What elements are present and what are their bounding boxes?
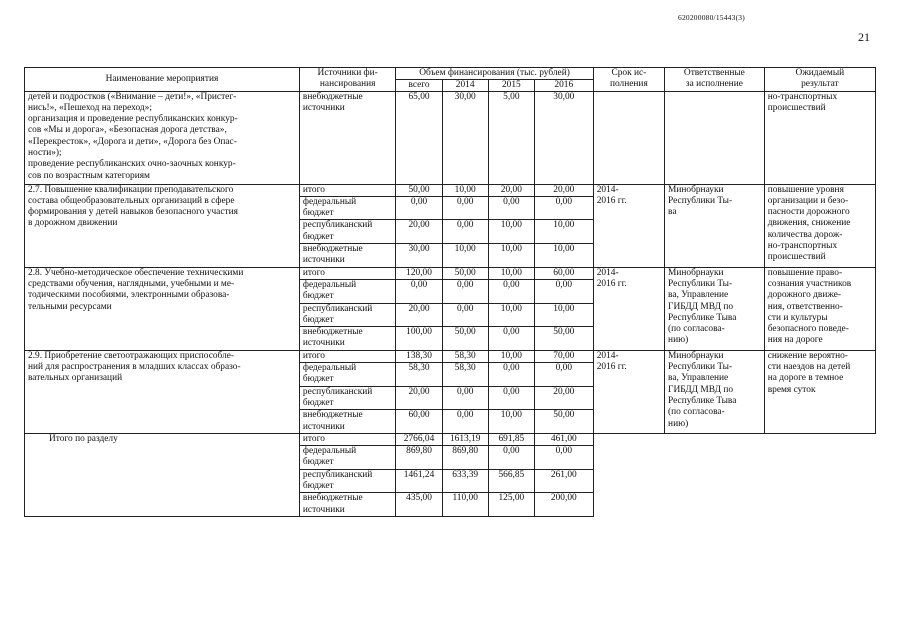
value-2016: 50,00	[534, 327, 593, 351]
header-responsible: Ответственные за исполнение	[665, 68, 765, 92]
value-2014: 10,00	[442, 184, 488, 196]
value-2014: 58,30	[442, 363, 488, 387]
empty-cell	[593, 433, 875, 516]
responsible-cell: Минобрнауки Республики Ты- ва	[665, 184, 765, 267]
header-year-2015: 2015	[488, 79, 534, 91]
source-cell: итого	[299, 184, 396, 196]
value-2015: 125,00	[488, 493, 534, 517]
header-sources: Источники фи- нансирования	[299, 68, 396, 92]
value-2016: 10,00	[534, 303, 593, 327]
value-total: 869,80	[396, 446, 442, 470]
result-cell: повышение уровня организации и безо- пасности дорожного движения, снижение количества дорож- но-транспортных происшествий	[764, 184, 875, 267]
value-2014: 0,00	[442, 386, 488, 410]
value-2015: 566,85	[488, 469, 534, 493]
value-2016: 10,00	[534, 244, 593, 268]
value-2016: 0,00	[534, 363, 593, 387]
table-row	[25, 184, 876, 196]
value-2015: 10,00	[488, 244, 534, 268]
table-row	[25, 267, 876, 279]
page-number: 21	[858, 30, 870, 44]
value-total: 0,00	[396, 279, 442, 303]
value-2016: 200,00	[534, 493, 593, 517]
source-cell: итого	[299, 350, 396, 362]
result-cell: повышение право- сознания участников дорожного движе- ния, ответственно- сти и культуры безопасного поведе- ния на дороге	[764, 267, 875, 350]
activity-name: 2.8. Учебно-методическое обеспечение техническими средствами обучения, наглядными, учебными и ме- тодическими пособиями, электронными образова- тельными ресурсами	[25, 267, 300, 350]
header-funding: Объем финансирования (тыс. рублей)	[396, 68, 593, 80]
value-total: 20,00	[396, 220, 442, 244]
period-cell: 2014- 2016 гг.	[593, 350, 664, 433]
source-cell: республиканский бюджет	[299, 303, 396, 327]
value-2015: 10,00	[488, 410, 534, 434]
value-2014: 50,00	[442, 327, 488, 351]
header-year-2014: 2014	[442, 79, 488, 91]
document-code: 620200080/15443(3)	[678, 13, 745, 22]
total-name: Итого по разделу	[25, 433, 300, 516]
result-cell: но-транспортных происшествий	[764, 91, 875, 184]
value-2016: 0,00	[534, 196, 593, 220]
source-cell: федеральный бюджет	[299, 196, 396, 220]
value-total: 65,00	[396, 91, 442, 184]
value-2015: 0,00	[488, 363, 534, 387]
value-2015: 10,00	[488, 350, 534, 362]
value-2015: 0,00	[488, 279, 534, 303]
activity-name: детей и подростков («Внимание – дети!», «Пристег- нись!», «Пешеход на переход»; организация и проведение республиканских конкур- сов «Мы и дорога», «Безопасная дорога детства», «Перекресток», «Дорога и дети», «Дорога без Опас- ности»); проведение республиканских очно-заочных конкур- сов по возрастным категориям	[25, 91, 300, 184]
period-cell	[593, 91, 664, 184]
responsible-cell	[665, 91, 765, 184]
result-cell: снижение вероятно- сти наездов на детей на дороге в темное время суток	[764, 350, 875, 433]
header-result: Ожидаемый результат	[764, 68, 875, 92]
value-total: 20,00	[396, 303, 442, 327]
source-cell: внебюджетные источники	[299, 91, 396, 184]
value-2015: 0,00	[488, 327, 534, 351]
value-2016: 20,00	[534, 386, 593, 410]
responsible-cell: Минобрнауки Республики Ты- ва, Управление ГИБДД МВД по Республике Тыва (по согласова- нию)	[665, 350, 765, 433]
value-total: 2766,04	[396, 433, 442, 445]
funding-table	[24, 67, 876, 517]
source-cell: республиканский бюджет	[299, 386, 396, 410]
value-2014: 0,00	[442, 410, 488, 434]
source-cell: итого	[299, 267, 396, 279]
value-total: 60,00	[396, 410, 442, 434]
value-2015: 10,00	[488, 303, 534, 327]
value-2014: 10,00	[442, 244, 488, 268]
source-cell: итого	[299, 433, 396, 445]
value-2014: 0,00	[442, 220, 488, 244]
value-total: 100,00	[396, 327, 442, 351]
source-cell: внебюджетные источники	[299, 244, 396, 268]
source-cell: республиканский бюджет	[299, 469, 396, 493]
value-total: 0,00	[396, 196, 442, 220]
value-total: 50,00	[396, 184, 442, 196]
value-2016: 261,00	[534, 469, 593, 493]
value-2016: 60,00	[534, 267, 593, 279]
value-2014: 1613,19	[442, 433, 488, 445]
value-2016: 20,00	[534, 184, 593, 196]
header-year-2016: 2016	[534, 79, 593, 91]
source-cell: федеральный бюджет	[299, 446, 396, 470]
header-row	[25, 68, 876, 80]
value-2016: 30,00	[534, 91, 593, 184]
value-2014: 0,00	[442, 279, 488, 303]
value-2016: 10,00	[534, 220, 593, 244]
source-cell: внебюджетные источники	[299, 493, 396, 517]
value-2015: 0,00	[488, 196, 534, 220]
value-2014: 30,00	[442, 91, 488, 184]
header-period: Срок ис- полнения	[593, 68, 664, 92]
value-2015: 5,00	[488, 91, 534, 184]
header-year-total: всего	[396, 79, 442, 91]
value-2016: 0,00	[534, 446, 593, 470]
total-row	[25, 433, 876, 445]
table-row	[25, 91, 876, 184]
value-2015: 691,85	[488, 433, 534, 445]
header-name: Наименование мероприятия	[25, 68, 300, 92]
period-cell: 2014- 2016 гг.	[593, 184, 664, 267]
value-total: 120,00	[396, 267, 442, 279]
value-2016: 50,00	[534, 410, 593, 434]
source-cell: федеральный бюджет	[299, 363, 396, 387]
value-total: 138,30	[396, 350, 442, 362]
value-2014: 50,00	[442, 267, 488, 279]
responsible-cell: Минобрнауки Республики Ты- ва, Управление ГИБДД МВД по Республике Тыва (по согласова- нию)	[665, 267, 765, 350]
value-2015: 0,00	[488, 446, 534, 470]
activity-name: 2.9. Приобретение светоотражающих приспособле- ний для распространения в младших классах образо- вательных организаций	[25, 350, 300, 433]
source-cell: внебюджетные источники	[299, 327, 396, 351]
value-total: 58,30	[396, 363, 442, 387]
value-2016: 70,00	[534, 350, 593, 362]
value-2014: 58,30	[442, 350, 488, 362]
value-2014: 0,00	[442, 196, 488, 220]
value-2015: 20,00	[488, 184, 534, 196]
value-2015: 0,00	[488, 386, 534, 410]
source-cell: федеральный бюджет	[299, 279, 396, 303]
source-cell: внебюджетные источники	[299, 410, 396, 434]
value-2015: 10,00	[488, 267, 534, 279]
value-2016: 0,00	[534, 279, 593, 303]
value-2014: 633,39	[442, 469, 488, 493]
table-row	[25, 350, 876, 362]
value-2015: 10,00	[488, 220, 534, 244]
value-total: 30,00	[396, 244, 442, 268]
source-cell: республиканский бюджет	[299, 220, 396, 244]
activity-name: 2.7. Повышение квалификации преподавательского состава общеобразовательных организаций в сфере формирования у детей навыков безопасного участия в дорожном движении	[25, 184, 300, 267]
value-2014: 110,00	[442, 493, 488, 517]
value-total: 20,00	[396, 386, 442, 410]
period-cell: 2014- 2016 гг.	[593, 267, 664, 350]
value-2016: 461,00	[534, 433, 593, 445]
value-2014: 869,80	[442, 446, 488, 470]
value-2014: 0,00	[442, 303, 488, 327]
value-total: 435,00	[396, 493, 442, 517]
value-total: 1461,24	[396, 469, 442, 493]
